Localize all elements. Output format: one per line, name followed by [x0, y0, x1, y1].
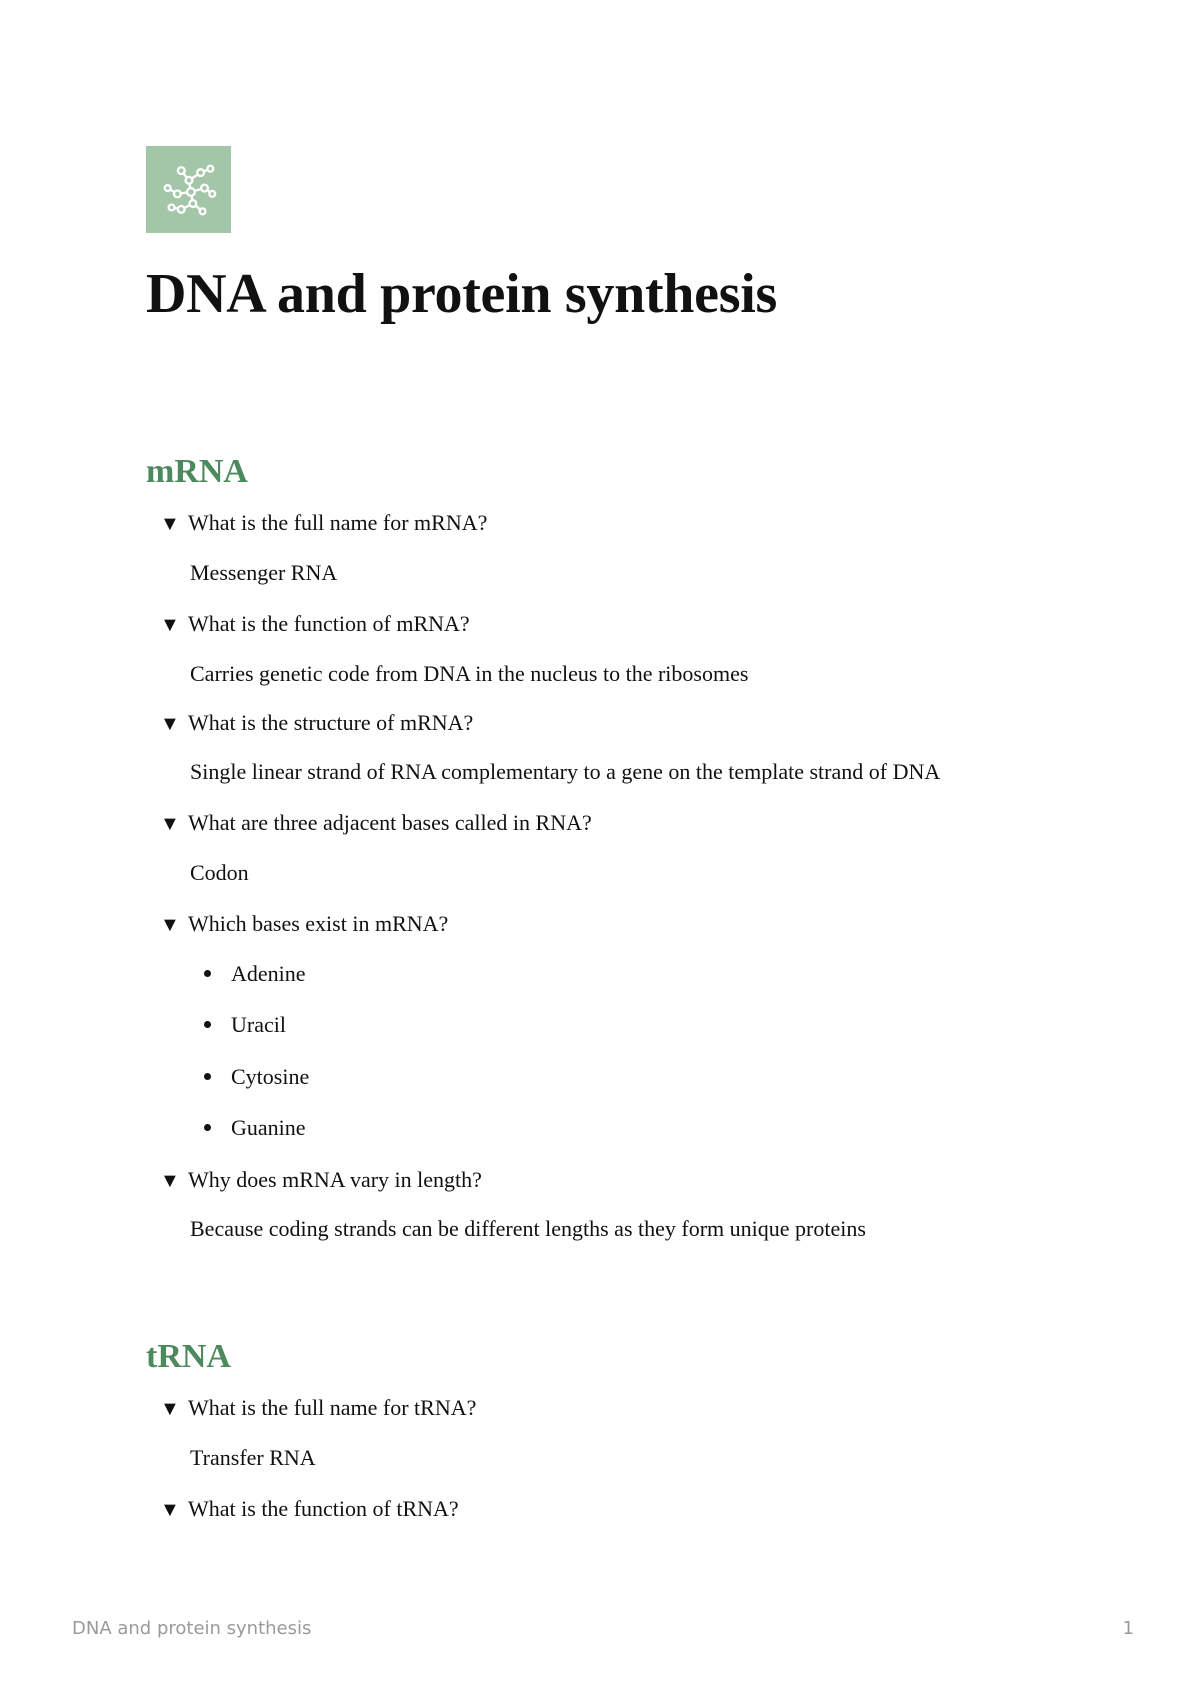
page-title: DNA and protein synthesis [146, 263, 777, 325]
toggle-trna-function[interactable] [160, 1494, 459, 1525]
toggle-answer: Transfer RNA [190, 1445, 316, 1470]
bullet-icon [204, 1021, 211, 1028]
toggle-question: Why does mRNA vary in length? [188, 1167, 482, 1192]
toggle-question: Which bases exist in mRNA? [188, 911, 449, 936]
page-number: 1 [1122, 1618, 1134, 1639]
toggle-mrna-structure[interactable] [160, 708, 473, 739]
bullet-icon [204, 970, 211, 977]
toggle-triangle-icon[interactable]: ▼ [160, 1398, 180, 1420]
toggle-answer: Single linear strand of RNA complementary to a gene on the template strand of DNA [190, 759, 941, 784]
bullet-icon [204, 1124, 211, 1131]
molecule-icon [158, 159, 220, 221]
toggle-question: What is the full name for tRNA? [188, 1395, 477, 1420]
toggle-mrna-codon[interactable] [160, 808, 592, 839]
toggle-question: What is the full name for mRNA? [188, 510, 488, 535]
list-item: Uracil [204, 1010, 286, 1040]
section-heading-mrna: mRNA [146, 453, 248, 490]
toggle-mrna-bases[interactable] [160, 909, 448, 940]
toggle-mrna-function[interactable] [160, 609, 470, 640]
toggle-triangle-icon[interactable]: ▼ [160, 813, 180, 835]
toggle-trna-full-name[interactable] [160, 1393, 476, 1424]
list-item: Guanine [204, 1113, 306, 1143]
toggle-question: What are three adjacent bases called in RNA? [188, 810, 592, 835]
toggle-triangle-icon[interactable]: ▼ [160, 914, 180, 936]
toggle-answer: Because coding strands can be different lengths as they form unique proteins [190, 1216, 866, 1241]
toggle-triangle-icon[interactable]: ▼ [160, 614, 180, 636]
page-icon[interactable] [146, 146, 231, 233]
toggle-answer: Messenger RNA [190, 560, 338, 585]
list-item: Adenine [204, 959, 306, 989]
list-item: Cytosine [204, 1062, 309, 1092]
toggle-triangle-icon[interactable]: ▼ [160, 513, 180, 535]
toggle-question: What is the function of mRNA? [188, 611, 470, 636]
section-heading-trna: tRNA [146, 1338, 231, 1375]
toggle-triangle-icon[interactable]: ▼ [160, 1499, 180, 1521]
toggle-answer: Codon [190, 860, 249, 885]
toggle-answer: Carries genetic code from DNA in the nucleus to the ribosomes [190, 661, 749, 686]
toggle-question: What is the structure of mRNA? [188, 710, 474, 735]
toggle-triangle-icon[interactable]: ▼ [160, 1170, 180, 1192]
toggle-question: What is the function of tRNA? [188, 1496, 459, 1521]
toggle-triangle-icon[interactable]: ▼ [160, 713, 180, 735]
toggle-mrna-length[interactable] [160, 1165, 482, 1196]
bullet-icon [204, 1073, 211, 1080]
footer-title: DNA and protein synthesis [72, 1618, 312, 1639]
toggle-mrna-full-name[interactable] [160, 508, 487, 539]
